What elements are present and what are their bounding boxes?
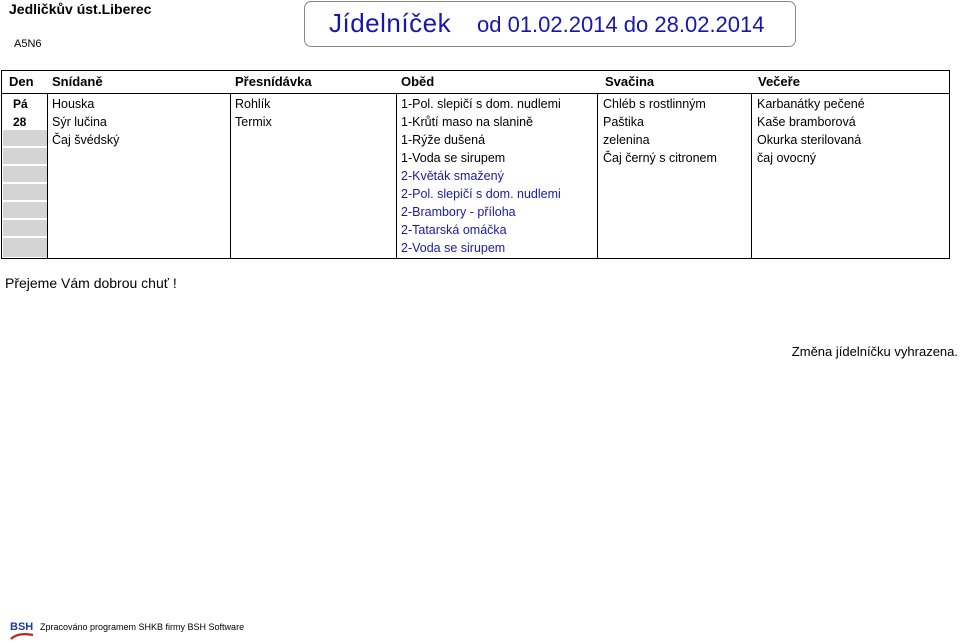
obed-item: 1-Voda se sirupem: [401, 151, 506, 165]
vecere-item: čaj ovocný: [757, 151, 817, 165]
obed-item: 1-Krůtí maso na slanině: [401, 115, 534, 129]
day-cell-shade: [3, 130, 47, 147]
menu-table: [1, 70, 950, 259]
snidane-item: Houska: [52, 97, 95, 111]
column-divider: [597, 93, 598, 258]
date-range: od 01.02.2014 do 28.02.2014: [477, 12, 765, 37]
column-divider: [230, 93, 231, 258]
day-cell-shade: [3, 184, 47, 201]
svacina-item: Čaj černý s citronem: [603, 151, 717, 165]
column-divider: [396, 93, 397, 258]
snidane-item: Čaj švédský: [52, 133, 120, 147]
column-header-svacina: Svačina: [605, 74, 655, 89]
day-cell-shade: [3, 238, 47, 258]
presnidavka-item: Termix: [235, 115, 272, 129]
column-header-presnidavka: Přesnídávka: [235, 74, 312, 89]
column-divider: [47, 93, 48, 258]
column-header-vecere: Večeře: [758, 74, 800, 89]
column-header-obed: Oběd: [401, 74, 435, 89]
day-cell-shade: [3, 220, 47, 237]
snidane-item: Sýr lučina: [52, 115, 107, 129]
vecere-item: Okurka sterilovaná: [757, 133, 862, 147]
column-header-snidane: Snídaně: [52, 74, 103, 89]
organization-name: Jedličkův úst.Liberec: [9, 1, 152, 17]
obed-item: 1-Pol. slepičí s dom. nudlemi: [401, 97, 561, 111]
obed-item: 1-Rýže dušená: [401, 133, 486, 147]
presnidavka-item: Rohlík: [235, 97, 271, 111]
footer-text: Zpracováno programem SHKB firmy BSH Software: [40, 622, 245, 632]
vecere-item: Karbanátky pečené: [757, 97, 865, 111]
obed-item: 2-Květák smažený: [401, 169, 504, 183]
wish-text: Přejeme Vám dobrou chuť !: [5, 275, 177, 291]
obed-item: 2-Tatarská omáčka: [401, 223, 507, 237]
day-cell-shade: [3, 148, 47, 165]
column-header-den: Den: [9, 74, 34, 89]
bsh-logo-icon: [9, 618, 35, 642]
column-divider: [751, 93, 752, 258]
svacina-item: Chléb s rostlinným: [603, 97, 706, 111]
svacina-item: zelenina: [603, 133, 650, 147]
header-divider: [2, 93, 949, 94]
day-cell-shade: [3, 202, 47, 219]
svacina-item: Paštika: [603, 115, 644, 129]
day-cell-shade: [3, 166, 47, 183]
vecere-item: Kaše bramborová: [757, 115, 856, 129]
obed-item: 2-Pol. slepičí s dom. nudlemi: [401, 187, 561, 201]
class-code: A5N6: [14, 38, 42, 50]
change-note: Změna jídelníčku vyhrazena.: [791, 344, 958, 359]
svg-text:BSH: BSH: [10, 621, 34, 633]
day-number: 28: [13, 115, 27, 129]
day-name: Pá: [13, 97, 28, 111]
page-title: Jídelníček: [329, 8, 452, 38]
title-box: [304, 1, 796, 47]
obed-item: 2-Voda se sirupem: [401, 241, 506, 255]
obed-item: 2-Brambory - příloha: [401, 205, 516, 219]
